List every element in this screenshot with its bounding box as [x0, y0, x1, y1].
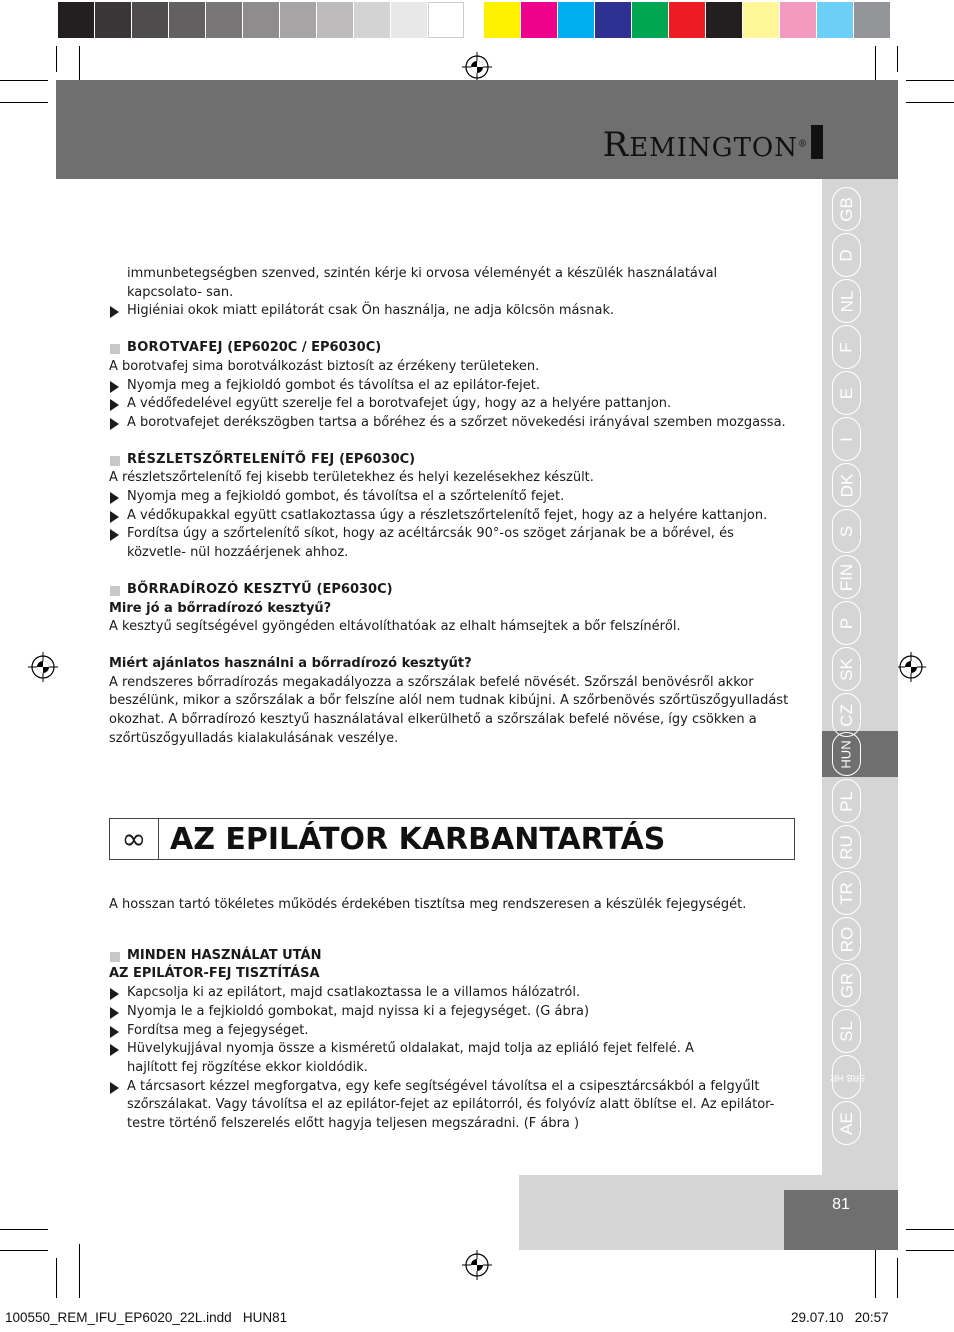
continued-paragraph: immunbetegségben szenved, szintén kérje ki orvosa véleményét a készülék használatával kapcsolato- san.	[127, 266, 718, 300]
color-swatch	[169, 2, 205, 38]
lang-tab-s[interactable]: S	[832, 509, 861, 553]
infinity-icon: ∞	[110, 819, 159, 859]
list-item: Nyomja le a fejkioldó gombokat, majd nyissa ki a fejegységet. (G ábra)	[109, 1003, 794, 1022]
lang-tab-e[interactable]: E	[832, 371, 861, 415]
print-date-info: 29.07.10 20:57	[791, 1310, 889, 1325]
square-bullet-icon	[110, 344, 120, 354]
color-swatch	[780, 2, 816, 38]
color-swatch	[280, 2, 316, 38]
lang-tab-sl[interactable]: SL	[832, 1009, 861, 1053]
brand-logo: REMINGTON®	[602, 125, 808, 165]
section-heading-cleaning-line2: AZ EPILÁTOR-FEJ TISZTÍTÁSA	[109, 966, 320, 982]
brand-logo-bar	[811, 125, 823, 159]
crop-mark	[906, 102, 954, 103]
crop-mark	[897, 46, 898, 72]
lang-tab-pl[interactable]: PL	[832, 779, 861, 823]
crop-mark	[906, 80, 954, 81]
list-item: Nyomja meg a fejkioldó gombot és távolítsa el az epilátor-fejet.	[109, 377, 794, 396]
crop-mark	[897, 1258, 898, 1298]
square-bullet-icon	[110, 952, 120, 962]
color-calibration-bar	[484, 2, 891, 38]
color-swatch	[743, 2, 779, 38]
lang-tab-f[interactable]: F	[832, 325, 861, 369]
color-swatch	[558, 2, 594, 38]
color-swatch	[391, 2, 427, 38]
list-item: A borotvafejet derékszögben tartsa a bőréhez és a szőrzet növekedési irányával szemben mozgassa.	[109, 414, 794, 433]
lang-tab-ro[interactable]: RO	[832, 917, 861, 961]
color-swatch	[521, 2, 557, 38]
page-header	[56, 80, 898, 179]
section-heading-shaver: BOROTVAFEJ (EP6020C / EP6030C)	[109, 339, 794, 358]
color-swatch	[484, 2, 520, 38]
registration-mark-icon	[28, 652, 58, 682]
lang-tab-ru[interactable]: RU	[832, 825, 861, 869]
lang-tab-sk[interactable]: SK	[832, 647, 861, 691]
color-swatch	[132, 2, 168, 38]
section-intro: A részletszőrtelenítő fej kisebb területekhez és helyi kezelésekhez készült.	[109, 470, 594, 486]
lang-tab-hun[interactable]: HUN	[832, 732, 861, 776]
section-intro: A borotvafej sima borotválkozást biztosít az érzékeny területeken.	[109, 358, 540, 374]
lang-tab-tr[interactable]: TR	[832, 871, 861, 915]
lang-tab-gr[interactable]: GR	[832, 963, 861, 1007]
crop-mark	[0, 1229, 48, 1230]
color-swatch	[817, 2, 853, 38]
crop-mark	[0, 80, 48, 81]
section-heading-trimmer: RÉSZLETSZŐRTELENÍTŐ FEJ (EP6030C)	[109, 451, 794, 470]
grayscale-calibration-bar	[58, 2, 465, 38]
square-bullet-icon	[110, 456, 120, 466]
lang-tab-d[interactable]: D	[832, 233, 861, 277]
registration-mark-icon	[896, 652, 926, 682]
color-swatch	[669, 2, 705, 38]
page-number-box	[784, 1190, 898, 1250]
crop-mark	[79, 1244, 80, 1298]
list-item: Nyomja meg a fejkioldó gombot, és távolítsa el a szőrtelenítő fejet.	[109, 488, 794, 507]
answer-paragraph: A kesztyű segítségével gyöngéden eltávolíthatóak az elhalt hámsejtek a bőr felszínéről.	[109, 619, 681, 635]
lang-tab-nl[interactable]: NL	[832, 279, 861, 323]
maintenance-content	[109, 896, 794, 1134]
question-heading: Miért ajánlatos használni a bőrradírozó kesztyűt?	[109, 655, 472, 671]
color-swatch	[428, 2, 464, 38]
answer-paragraph: A rendszeres bőrradírozás megakadályozza a szőrszálak befelé növését. Szőrszál benövésről akkor beszélünk, mikor a szőrszálak a bőr felszíne alól nem tudnak kibújni. A szőrbenövés szőrtüszőgyulladást okozhat. A bőrradírozó kesztyű használatával elkerülhető a szőrszálak befelé növése, így csökken a szőrtüszőgyulladás kialakulásának veszélye.	[109, 674, 789, 746]
lang-tab-ae[interactable]: AE	[832, 1101, 861, 1145]
list-item: A tárcsasort kézzel megforgatva, egy kefe segítségével távolítsa el a csipesztárcsákból a felgyűlt szőrszálakat. Vagy távolítsa el az epilátor-fejet az epilátorról, és folyóvíz alatt öblítse el. Az epilátor- testre történő felszerelés előtt hagyja teljesen megszáradni. (F ábra )	[109, 1078, 794, 1134]
list-item: Kapcsolja ki az epilátort, majd csatlakoztassa le a villamos hálózatról.	[109, 984, 794, 1003]
chapter-title: AZ EPILÁTOR KARBANTARTÁS	[170, 822, 666, 857]
crop-mark	[0, 1250, 48, 1251]
chapter-title-box	[109, 818, 795, 860]
lang-tab-dk[interactable]: DK	[832, 463, 861, 507]
print-file-info: 100550_REM_IFU_EP6020_22L.indd HUN81	[5, 1310, 288, 1325]
color-swatch	[595, 2, 631, 38]
color-swatch	[206, 2, 242, 38]
lang-tab-cz[interactable]: CZ	[832, 693, 861, 737]
crop-mark	[56, 1258, 57, 1298]
color-swatch	[58, 2, 94, 38]
page-number: 81	[832, 1196, 850, 1213]
section-heading-glove: BŐRRADÍROZÓ KESZTYŰ (EP6030C)	[109, 581, 794, 600]
registration-mark-icon	[462, 1250, 492, 1280]
list-item: Higiéniai okok miatt epilátorát csak Ön használja, ne adja kölcsön másnak.	[109, 302, 794, 321]
lang-tab-i[interactable]: I	[832, 417, 861, 461]
lang-tab-gb[interactable]: GB	[832, 187, 861, 231]
color-swatch	[95, 2, 131, 38]
list-item: A védőfedelével együtt szerelje fel a borotvafejet úgy, hogy az a helyére pattanjon.	[109, 395, 794, 414]
list-item: Hüvelykujjával nyomja össze a kisméretű oldalakat, majd tolja az epliáló fejet felfelé. A hajlított fej rögzítése ekkor kioldódik.	[109, 1040, 794, 1077]
color-swatch	[317, 2, 353, 38]
lang-tab-fin[interactable]: FIN	[832, 555, 861, 599]
lang-tab-p[interactable]: P	[832, 601, 861, 645]
maintenance-intro: A hosszan tartó tökéletes működés érdekében tisztítsa meg rendszeresen a készülék fejegységét.	[109, 897, 747, 912]
crop-mark	[0, 102, 48, 103]
color-swatch	[706, 2, 742, 38]
question-heading: Mire jó a bőrradírozó kesztyű?	[109, 600, 332, 616]
registration-mark-icon	[462, 52, 492, 82]
crop-mark	[56, 46, 57, 72]
crop-mark	[906, 1229, 954, 1230]
list-item: A védőkupakkal együtt csatlakoztassa úgy a részletszőrtelenítő fejet, hogy az a helyére kattanjon.	[109, 507, 794, 526]
color-swatch	[243, 2, 279, 38]
color-swatch	[354, 2, 390, 38]
main-content	[109, 265, 794, 748]
square-bullet-icon	[110, 586, 120, 596]
color-swatch	[632, 2, 668, 38]
section-heading-cleaning: MINDEN HASZNÁLAT UTÁN	[109, 947, 794, 966]
color-swatch	[854, 2, 890, 38]
language-sidebar	[822, 179, 898, 1175]
crop-mark	[906, 1250, 954, 1251]
lang-tab-hr-srb[interactable]: HR SRB	[832, 1055, 861, 1099]
crop-mark	[875, 1244, 876, 1298]
list-item: Fordítsa úgy a szőrtelenítő síkot, hogy az acéltárcsák 90°-os szöget zárjanak be a bőrével, és közvetle- nül hozzáérjenek ahhoz.	[109, 525, 794, 562]
list-item: Fordítsa meg a fejegységet.	[109, 1022, 794, 1041]
